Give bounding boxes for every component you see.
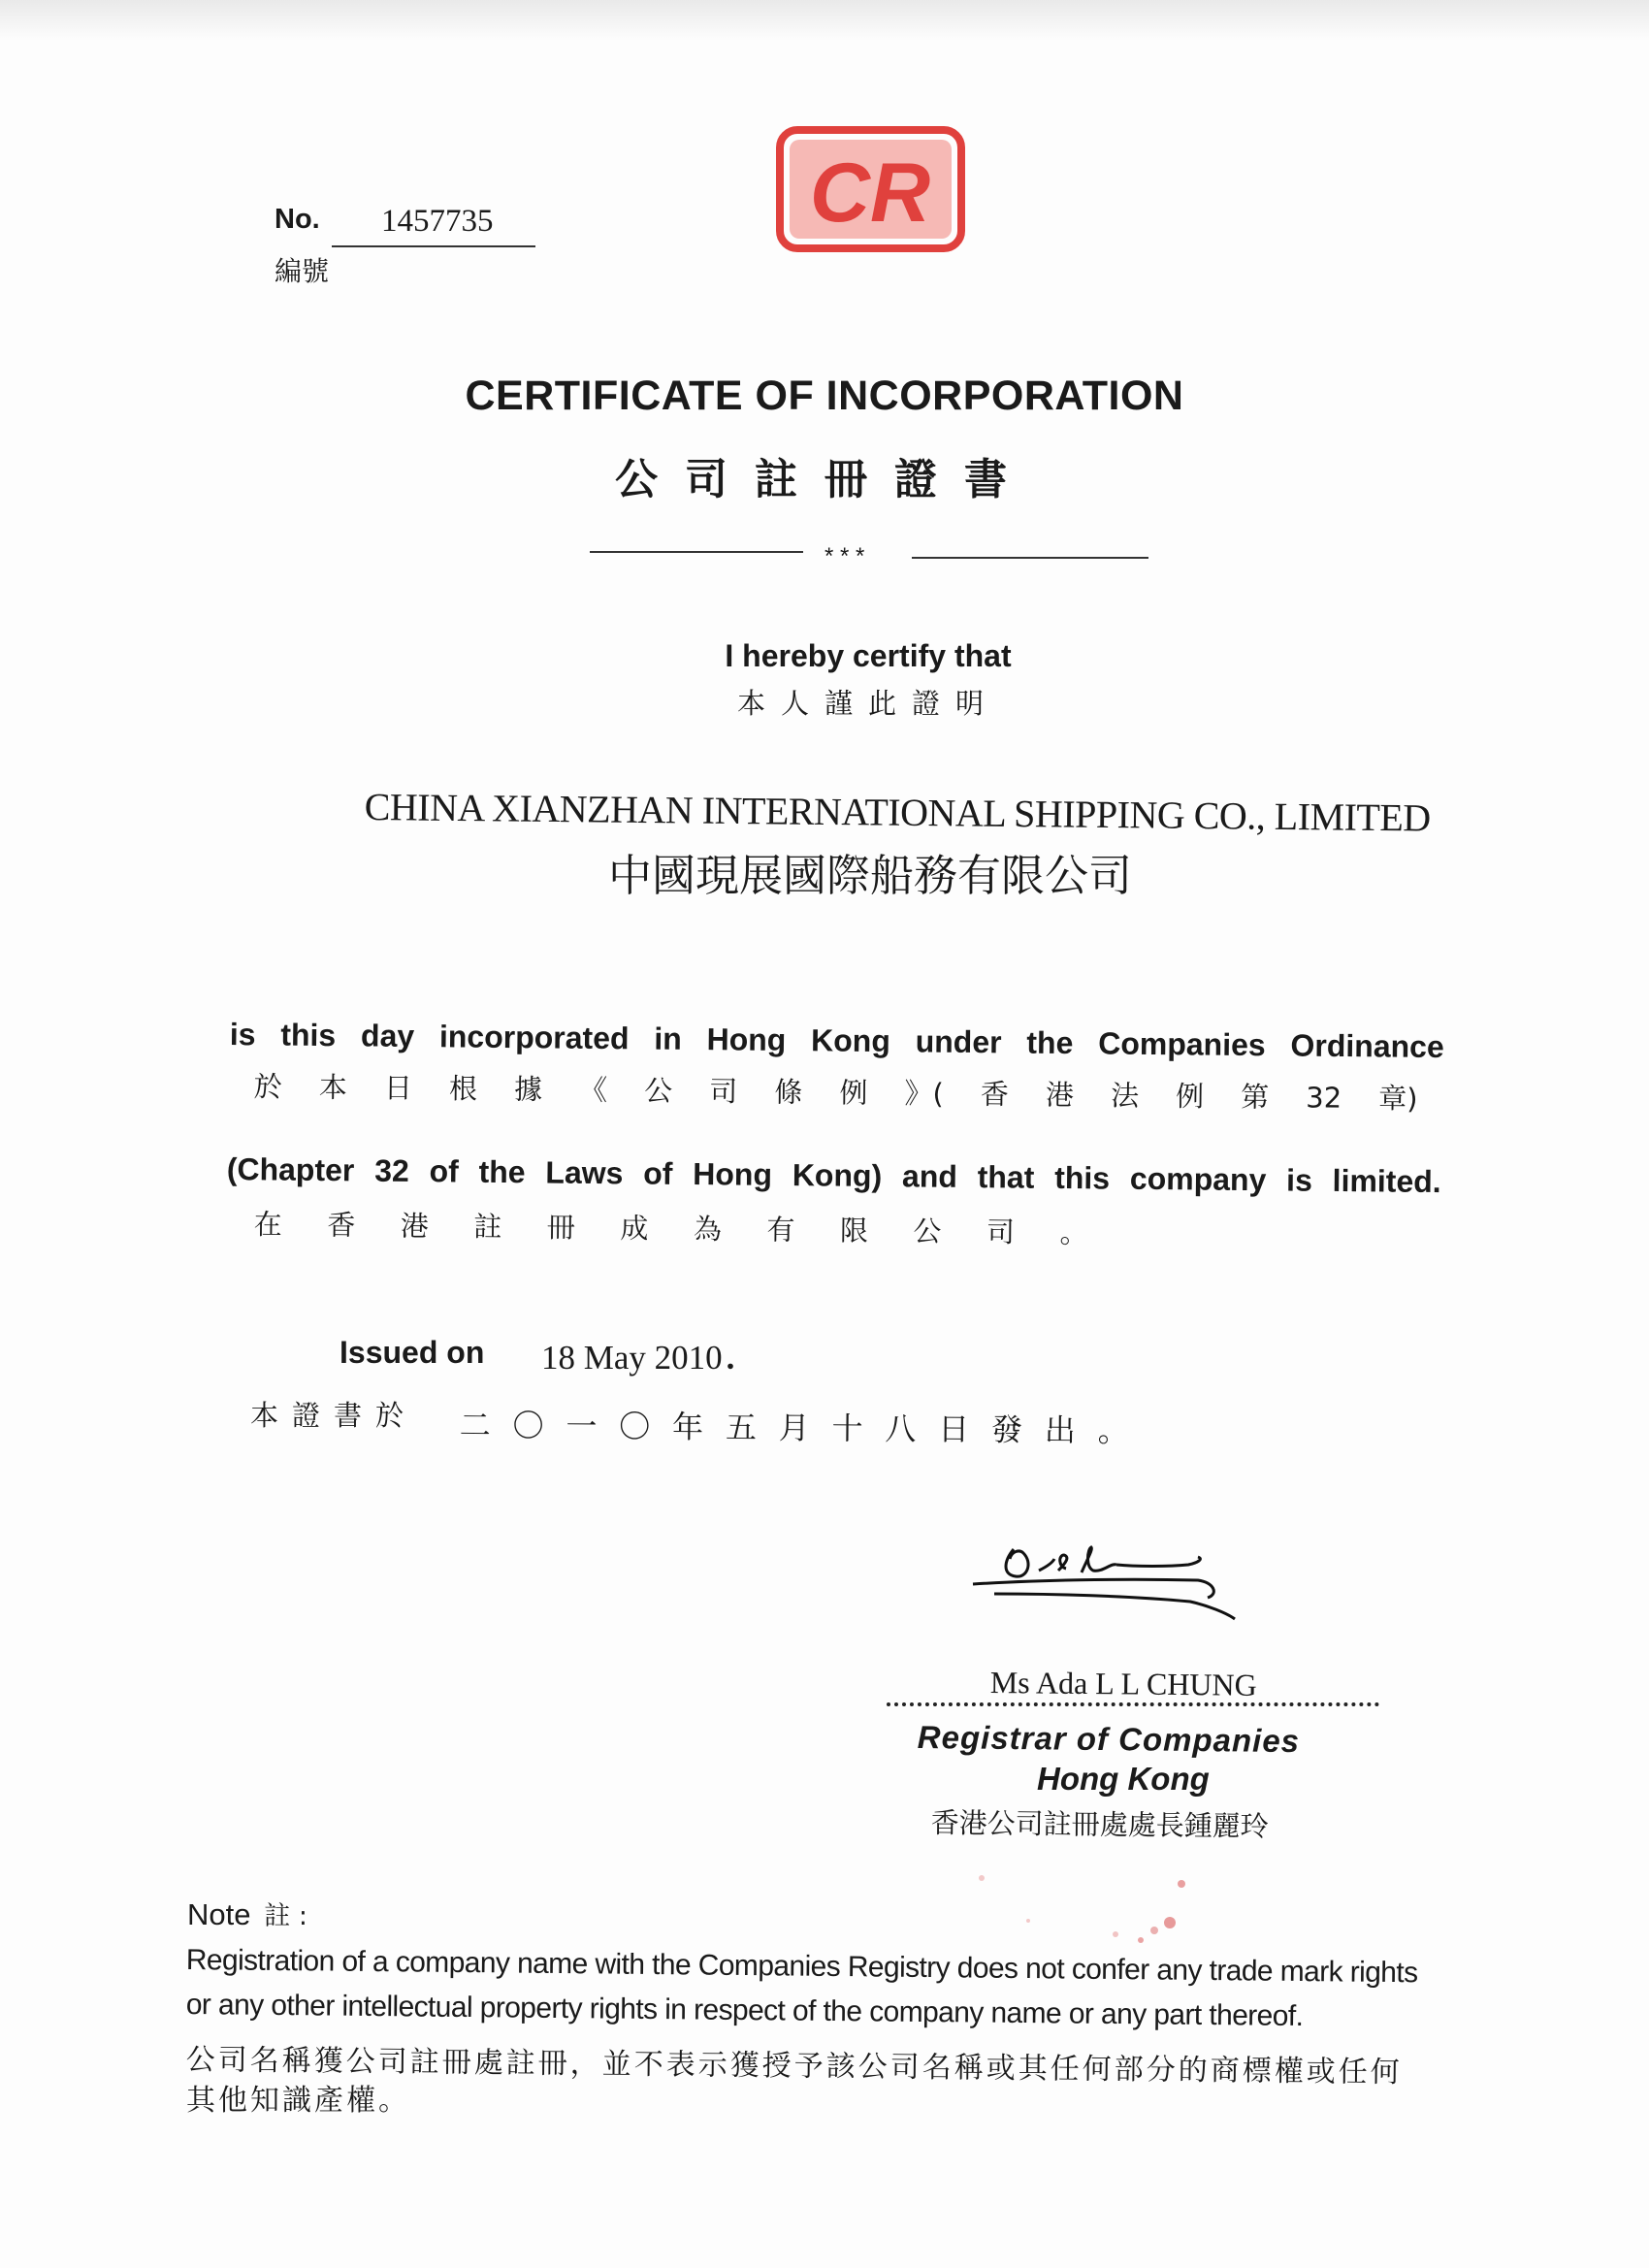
glyph: 有 — [766, 1213, 795, 1247]
glyph: 32 — [1306, 1081, 1342, 1115]
glyph: 在 — [253, 1207, 282, 1242]
glyph: 》( — [904, 1077, 945, 1111]
glyph: 。 — [1059, 1215, 1088, 1250]
glyph: 司 — [986, 1215, 1016, 1249]
word: this — [1053, 1159, 1111, 1196]
body-line-1-en — [230, 1017, 1444, 1065]
glyph: 《 — [578, 1073, 608, 1107]
signature-dotted-line — [887, 1702, 1379, 1706]
note-text-cn-1: 公司名稱獲公司註冊處註冊，並不表示獲授予該公司名稱或其任何部分的商標權或任何 — [185, 2042, 1403, 2090]
glyph: 例 — [1175, 1079, 1205, 1114]
glyph: 一 — [566, 1407, 598, 1445]
registrar-place: Hong Kong — [1037, 1761, 1210, 1797]
number-label: No. — [275, 204, 320, 235]
issued-prefix-cn: 本證書於 — [250, 1399, 418, 1432]
glyph: 出 — [1044, 1411, 1077, 1449]
glyph: 本 — [318, 1070, 348, 1105]
word: under — [915, 1023, 1002, 1060]
scan-edge — [0, 0, 1649, 41]
glyph: 公 — [913, 1215, 942, 1248]
company-name-cn: 中國現展國際船務有限公司 — [608, 850, 1133, 901]
glyph: 冊 — [546, 1211, 576, 1245]
company-name-en: CHINA XIANZHAN INTERNATIONAL SHIPPING CO., LIMITED — [364, 784, 1431, 840]
word: of — [643, 1155, 673, 1191]
body-line-1-cn — [254, 1065, 1418, 1118]
certificate-title: CERTIFICATE OF INCORPORATION — [465, 373, 1184, 419]
glyph: 成 — [620, 1211, 649, 1246]
issued-date-value: 18 May 2010 — [541, 1339, 723, 1377]
glyph: 〇 — [619, 1408, 651, 1445]
glyph: 港 — [400, 1209, 430, 1243]
word: and — [901, 1158, 958, 1194]
word: that — [977, 1159, 1035, 1195]
glyph: 根 — [448, 1072, 478, 1106]
word: Laws — [545, 1154, 624, 1191]
glyph: 公 — [644, 1074, 673, 1108]
registrar-signature — [965, 1538, 1246, 1625]
glyph: 二 — [459, 1406, 491, 1444]
glyph: 於 — [253, 1069, 282, 1104]
certificate-number: 1457735 — [381, 204, 494, 239]
glyph: 日 — [383, 1071, 413, 1105]
glyph: 為 — [693, 1212, 723, 1247]
glyph: 港 — [1045, 1078, 1075, 1112]
ornament-right-rule — [912, 557, 1148, 559]
issued-date — [541, 1339, 734, 1377]
note-label-cn: 註 : — [264, 1901, 307, 1931]
word: Hong — [706, 1021, 787, 1058]
certify-text-cn: 本人謹此證明 — [736, 687, 999, 720]
glyph: 香 — [980, 1077, 1010, 1112]
glyph: 註 — [473, 1210, 502, 1244]
glyph: 〇 — [512, 1407, 544, 1444]
ornament-stars: * * * — [824, 543, 865, 569]
issued-label: Issued on — [340, 1335, 485, 1370]
word: is — [1285, 1162, 1313, 1198]
word: 32 — [373, 1152, 409, 1188]
word: the — [1026, 1024, 1074, 1061]
glyph: 香 — [327, 1208, 356, 1243]
number-label-cn: 編號 — [275, 255, 330, 287]
glyph: 例 — [839, 1076, 868, 1110]
note-heading — [187, 1895, 307, 1932]
word: Ordinance — [1290, 1027, 1444, 1065]
word: of — [429, 1153, 459, 1189]
word: Kong — [810, 1022, 891, 1059]
note-text-en-1: Registration of a company name with the Companies Registry does not confer any trade mark rights — [185, 1944, 1418, 1990]
ornament-left-rule — [590, 551, 803, 553]
issued-date-suffix: . — [726, 1339, 735, 1377]
word: in — [654, 1021, 682, 1056]
glyph: 五 — [725, 1409, 758, 1446]
companies-registry-logo — [776, 126, 965, 252]
note-label: Note — [187, 1897, 251, 1931]
registrar-name: Ms Ada L L CHUNG — [989, 1665, 1257, 1702]
certificate-title-cn: 公司註冊證書 — [615, 455, 1034, 504]
word: Kong) — [792, 1157, 883, 1194]
glyph: 八 — [885, 1409, 917, 1448]
glyph: 年 — [671, 1408, 704, 1446]
number-underline — [332, 245, 535, 247]
glyph: 章) — [1378, 1082, 1418, 1116]
word: the — [478, 1153, 526, 1190]
glyph: 據 — [513, 1072, 543, 1107]
note-text-cn-2: 其他知識產權。 — [186, 2084, 410, 2118]
glyph: 司 — [709, 1074, 738, 1109]
word: company — [1129, 1160, 1267, 1198]
glyph: 條 — [774, 1075, 803, 1109]
issued-date-cn — [460, 1401, 1129, 1451]
body-line-2-cn — [254, 1203, 1088, 1251]
word: is — [229, 1017, 256, 1053]
logo-text: CR — [809, 146, 931, 240]
glyph: 限 — [839, 1214, 869, 1247]
glyph: 發 — [990, 1410, 1023, 1449]
glyph: 十 — [831, 1409, 863, 1447]
body-line-2-en — [227, 1151, 1441, 1200]
word: limited. — [1332, 1162, 1441, 1200]
glyph: 月 — [778, 1409, 810, 1447]
word: this — [280, 1017, 337, 1053]
certify-text: I hereby certify that — [725, 638, 1012, 673]
word: Companies — [1098, 1025, 1266, 1063]
word: (Chapter — [226, 1151, 355, 1188]
note-text-en-2: or any other intellectual property rights in respect of the company name or any part thereof. — [185, 1989, 1304, 2033]
word: Hong — [693, 1156, 773, 1192]
glyph: 法 — [1110, 1079, 1140, 1113]
word: day — [360, 1018, 415, 1053]
glyph: 日 — [938, 1410, 970, 1448]
glyph: 。 — [1097, 1411, 1129, 1450]
registrar-title-cn: 香港公司註冊處處長鍾麗玲 — [930, 1805, 1269, 1843]
glyph: 第 — [1241, 1080, 1270, 1114]
word: incorporated — [438, 1019, 630, 1056]
registrar-title: Registrar of Companies — [917, 1719, 1301, 1760]
